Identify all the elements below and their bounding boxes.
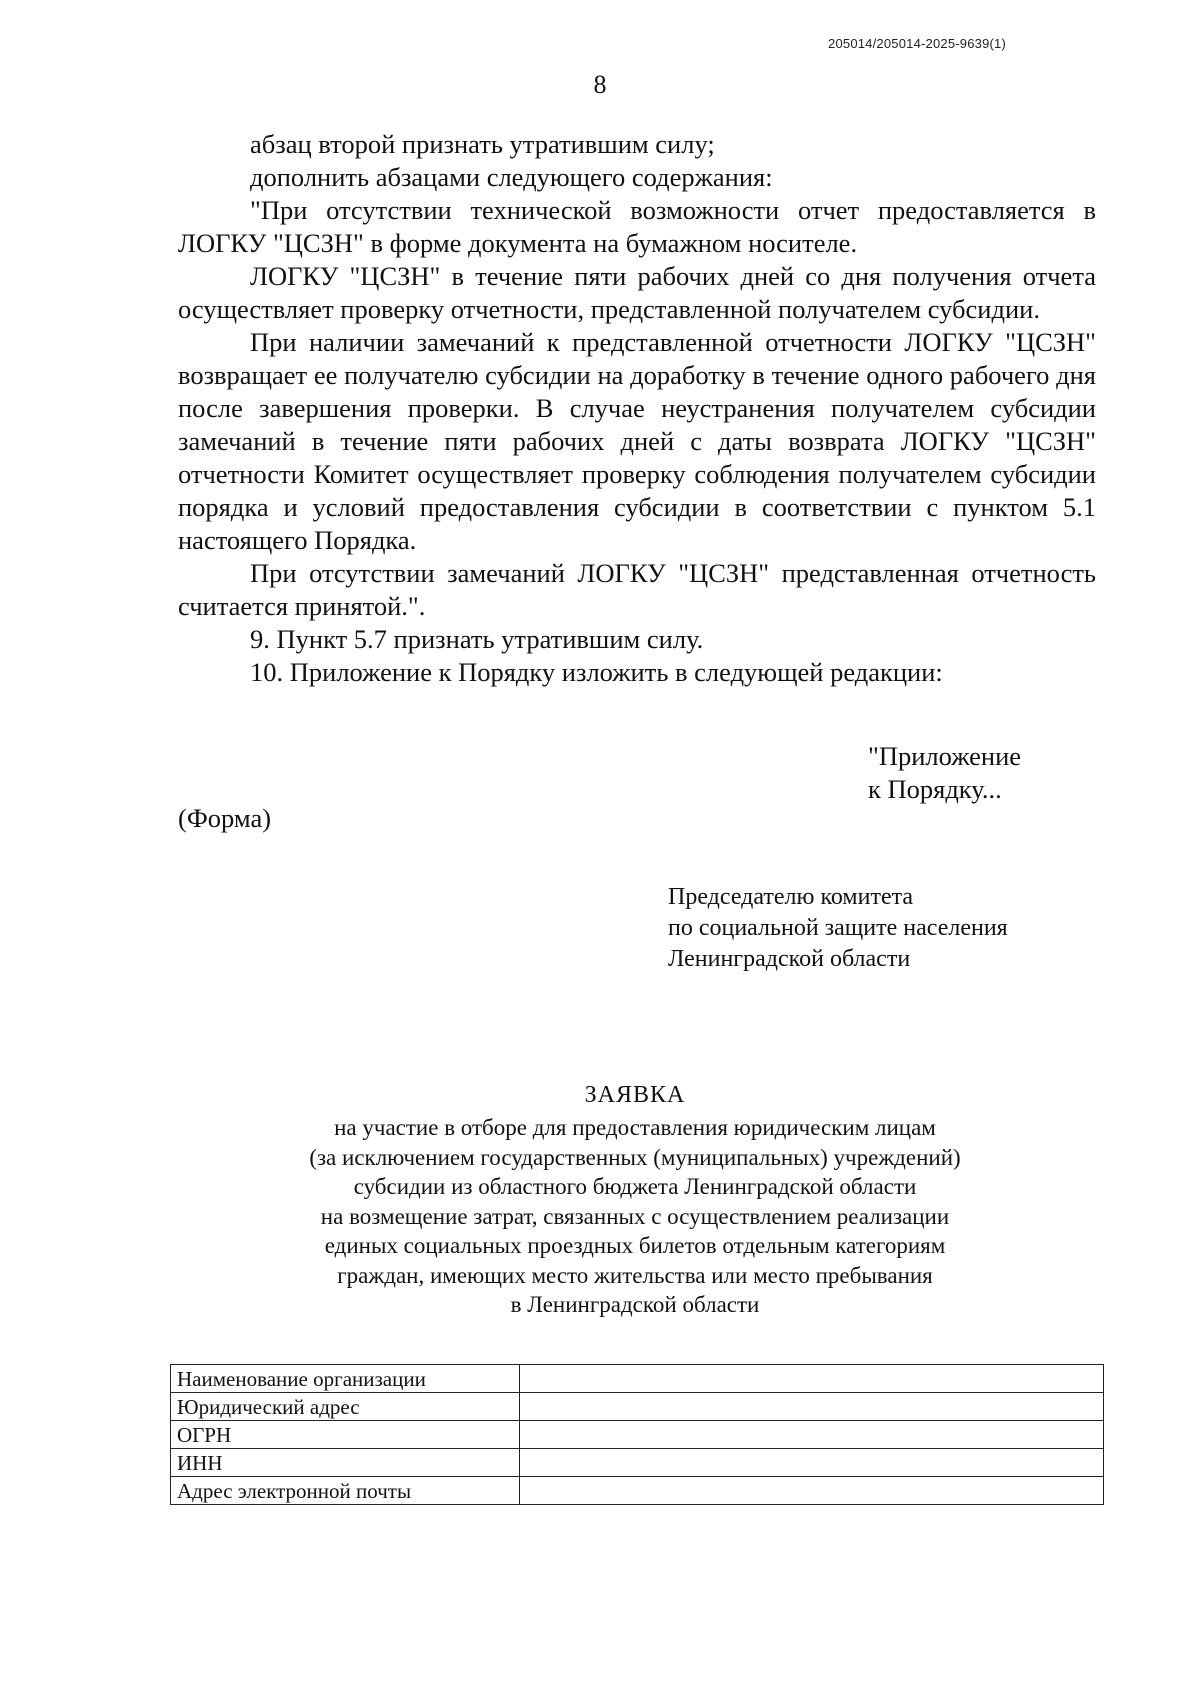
table-row [171, 1365, 1104, 1393]
paragraph-4: ЛОГКУ "ЦСЗН" в течение пяти рабочих дней со дня получения отчета осуществляет проверку отчетности, представленной получателем субсидии. [178, 261, 1096, 324]
addressee-block [668, 882, 1008, 975]
table-row [171, 1393, 1104, 1421]
amendment-text [178, 128, 1096, 689]
page-number: 8 [593, 70, 607, 99]
row-value-ogrn[interactable] [520, 1421, 1104, 1449]
addressee-line-2: по социальной защите населения [668, 915, 1008, 941]
appendix-note-line-2: к Порядку... [868, 774, 1002, 804]
paragraph-1: абзац второй признать утратившим силу; [250, 129, 715, 159]
application-subtitle [0, 1113, 1200, 1320]
table-row [171, 1477, 1104, 1505]
subtitle-line: на участие в отборе для предоставления юридическим лицам [334, 1115, 936, 1140]
paragraph-6: При отсутствии замечаний ЛОГКУ "ЦСЗН" представленная отчетность считается принятой.". [178, 558, 1096, 621]
table-row [171, 1449, 1104, 1477]
application-title: ЗАЯВКА [584, 1082, 686, 1108]
row-label-email: Адрес электронной почты [171, 1477, 520, 1505]
row-label-legal-address: Юридический адрес [171, 1393, 520, 1421]
row-value-organization-name[interactable] [520, 1365, 1104, 1393]
organization-info-table [170, 1364, 1104, 1505]
subtitle-line: (за исключением государственных (муниципальных) учреждений) [309, 1144, 961, 1170]
row-value-inn[interactable] [520, 1449, 1104, 1477]
row-label-organization-name: Наименование организации [171, 1365, 520, 1393]
subtitle-line: субсидии из областного бюджета Ленинградской области [353, 1174, 917, 1199]
row-value-legal-address[interactable] [520, 1393, 1104, 1421]
appendix-note [868, 740, 1021, 806]
row-label-ogrn: ОГРН [171, 1421, 520, 1449]
row-value-email[interactable] [520, 1477, 1104, 1505]
paragraph-5: При наличии замечаний к представленной отчетности ЛОГКУ "ЦСЗН" возвращает ее получателю субсидии на доработку в течение одного рабочего дня после завершения проверки. В случае неустранения получателем субсидии замечаний в течение пяти рабочих дней с даты возврата ЛОГКУ "ЦСЗН" отчетности Комитет осуществляет проверку соблюдения получателем субсидии порядка и условий предоставления субсидии в соответствии с пунктом 5.1 настоящего Порядка. [178, 327, 1096, 555]
form-label: (Форма) [178, 803, 272, 833]
subtitle-line: на возмещение затрат, связанных с осуществлением реализации [320, 1203, 950, 1229]
registration-number: 205014/205014-2025-9639(1) [828, 36, 1006, 51]
subtitle-line: граждан, имеющих место жительства или место пребывания [337, 1262, 933, 1288]
appendix-note-line-1: "Приложение [868, 741, 1022, 771]
paragraph-7: 9. Пункт 5.7 признать утратившим силу. [250, 624, 704, 654]
subtitle-line: единых социальных проездных билетов отдельным категориям [324, 1233, 946, 1258]
paragraph-3: "При отсутствии технической возможности отчет предоставляется в ЛОГКУ "ЦСЗН" в форме документа на бумажном носителе. [178, 195, 1096, 258]
subtitle-line: в Ленинградской области [510, 1292, 760, 1317]
addressee-line-1: Председателю комитета [668, 884, 914, 910]
table-row [171, 1421, 1104, 1449]
paragraph-8: 10. Приложение к Порядку изложить в следующей редакции: [250, 657, 943, 687]
addressee-line-3: Ленинградской области [668, 946, 911, 972]
row-label-inn: ИНН [171, 1449, 520, 1477]
paragraph-2: дополнить абзацами следующего содержания: [250, 162, 773, 192]
